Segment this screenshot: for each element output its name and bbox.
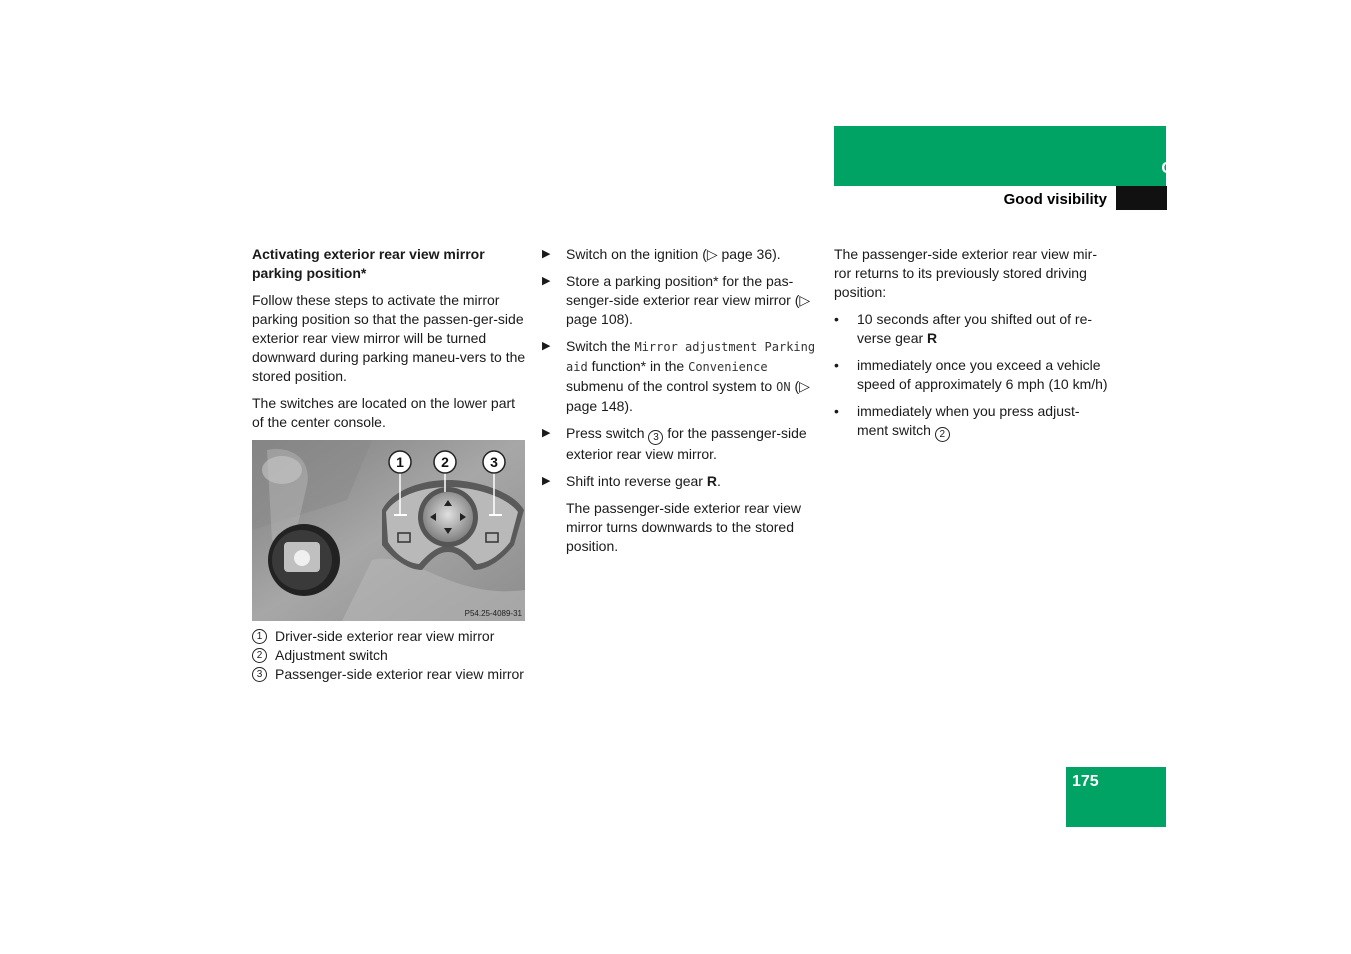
step-text: (▷ page 148). — [566, 378, 810, 414]
figure-code: P54.25-4089-31 — [464, 609, 522, 618]
gear-letter: R — [706, 473, 717, 489]
bullet-item — [834, 356, 1109, 394]
switch-number: 2 — [935, 427, 950, 442]
bullet-dot: • — [834, 403, 839, 419]
step-text: Shift into reverse gear — [566, 473, 707, 489]
instruction-step — [542, 472, 817, 491]
bullet-dot: • — [834, 357, 839, 373]
instruction-step — [542, 337, 817, 416]
step-arrow-icon: ▶ — [542, 475, 551, 487]
bullet-item — [834, 310, 1109, 348]
header-tab-marker — [1116, 186, 1167, 210]
legend-item — [252, 627, 527, 646]
menu-term: Mirror adjustment Parking aid — [566, 340, 816, 374]
return-intro: The passenger-side exterior rear view mir-ror returns to its previously stored driving position: — [834, 246, 1097, 300]
step-arrow-icon: ▶ — [542, 427, 551, 439]
callout-3-label: 3 — [490, 454, 498, 470]
legend-number: 2 — [252, 648, 267, 663]
step-arrow-icon: ▶ — [542, 340, 551, 352]
switch-number: 3 — [648, 430, 663, 445]
step-text: . — [716, 473, 721, 489]
step-text: Switch on the ignition (▷ page 36). — [566, 246, 781, 262]
column-middle — [542, 245, 817, 556]
intro-paragraph: Follow these steps to activate the mirror parking position so that the passen-ger-side exterior rear view mirror will be turned downward during parking maneu-vers to the stored position. — [252, 292, 526, 384]
instruction-step — [542, 424, 817, 464]
legend-number: 1 — [252, 629, 267, 644]
column-left — [252, 245, 527, 684]
menu-term: Convenience — [688, 360, 768, 374]
bullet-text: immediately once you exceed a vehicle speed of approximately 6 mph (10 km/h) — [857, 357, 1108, 392]
bullet-item — [834, 402, 1109, 442]
bullet-text: 10 seconds after you shifted out of re-verse gear — [857, 311, 1093, 346]
page-number: 175 — [1072, 773, 1099, 790]
step-result: The passenger-side exterior rear view mirror turns downwards to the stored position. — [566, 500, 801, 554]
bullet-text: immediately when you press adjust-ment switch — [857, 403, 1080, 438]
section-heading: Activating exterior rear view mirror parking position* — [252, 246, 485, 281]
bullet-dot: • — [834, 311, 839, 327]
callout-1-label: 1 — [396, 454, 404, 470]
step-text: Switch the — [566, 338, 635, 354]
step-arrow-icon: ▶ — [542, 248, 551, 260]
step-text: for the passenger-side exterior rear view mirror. — [566, 425, 807, 462]
figure-legend — [252, 627, 527, 684]
center-console-figure — [252, 440, 525, 621]
subsection-title: Good visibility — [1003, 191, 1107, 208]
legend-number: 3 — [252, 667, 267, 682]
console-illustration — [252, 440, 525, 621]
legend-text: Adjustment switch — [275, 647, 388, 663]
legend-item — [252, 646, 527, 665]
instruction-step — [542, 272, 817, 329]
header-band — [834, 126, 1166, 186]
step-arrow-icon: ▶ — [542, 275, 551, 287]
section-title: Controls in detail — [1161, 160, 1292, 177]
menu-term: ON — [776, 380, 791, 394]
legend-item — [252, 665, 527, 684]
step-text: submenu of the control system to — [566, 378, 777, 394]
step-text: function* in the — [587, 358, 689, 374]
legend-text: Driver-side exterior rear view mirror — [275, 628, 495, 644]
column-right — [834, 245, 1109, 450]
step-text: Store a parking position* for the pas-senger-side exterior rear view mirror (▷ page 108). — [566, 273, 811, 327]
callout-2-label: 2 — [441, 454, 449, 470]
step-text: Press switch — [566, 425, 649, 441]
location-paragraph: The switches are located on the lower part of the center console. — [252, 395, 516, 430]
gear-letter: R — [927, 330, 938, 346]
instruction-step — [542, 245, 817, 264]
legend-text: Passenger-side exterior rear view mirror — [275, 666, 524, 682]
